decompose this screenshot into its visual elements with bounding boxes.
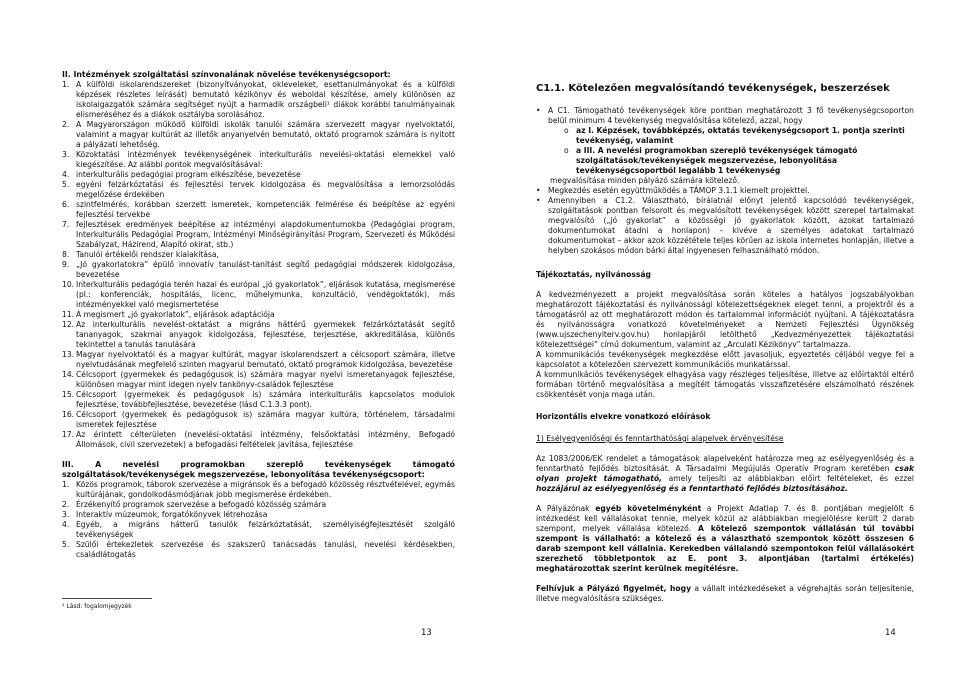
list-item-text: Interaktív múzeumok, forgatókönyvek létrehozása — [76, 510, 268, 519]
info-paragraph-2: A kommunikációs tevékenységek megkezdése előtt javasoljuk, egyeztetés céljából vegye fel a kapcsolatot a kötelezően szervezett kommunikációs munkatárssal. — [536, 350, 914, 369]
list-item-text: Közös programok, táborok szervezése a migránsok és a befogadó közösség résztvételével, egymás kultúrájának, gondolkodásmódjának jobb megismerése érdekében. — [76, 480, 455, 499]
list-item-number: 8. — [62, 250, 70, 259]
bullet-item — [536, 196, 914, 256]
list-item-text: A Magyarországon működő külföldi iskolák tanulói számára szervezett magyar nyelvoktatói, valamint a magyar kultúrát az illetők anyanyelvén bemutató, oktató programok számára is nyitott a pályázati lehetőség. — [76, 120, 455, 149]
list-item-text: „Jó gyakorlatokra” épülő innovatív tanulást-tanítást segítő pedagógiai módszerek kidolgozása, bevezetése — [76, 260, 455, 279]
list-item-number: 17. — [62, 430, 75, 439]
list-item — [62, 410, 455, 430]
list-item-number: 11. — [62, 310, 75, 319]
list-item — [62, 260, 455, 280]
list-item-number: 12. — [62, 320, 75, 329]
list-item-number: 1. — [62, 480, 70, 489]
list-item-number: 2. — [62, 500, 70, 509]
info-title: Tájékoztatás, nyilvánosság — [536, 270, 651, 279]
list-item-text: Célcsoport (gyermekek és pedagógusok is) számára magyar nyelvi ismeretanyagok fejlesztése, különösen magyar mint idegen nyelv tankönyv-családok fejlesztése — [76, 370, 455, 389]
section-ii-list — [62, 80, 455, 450]
right-page — [480, 0, 960, 679]
footnote: ¹ Lásd: fogalomjegyzék — [62, 603, 132, 610]
bullet-item — [536, 186, 914, 196]
page-number-left: 13 — [421, 628, 432, 638]
sub-bullet-dot-icon: o — [564, 126, 569, 135]
list-item — [62, 320, 455, 350]
list-item — [62, 250, 455, 260]
footnote-divider — [62, 598, 152, 599]
list-item-number: 3. — [62, 150, 70, 159]
list-item-number: 15. — [62, 390, 75, 399]
bullet-text: Megkezdés esetén együttműködés a TÁMOP 3.1.1 kiemelt projekttel. — [548, 186, 810, 195]
list-item-number: 7. — [62, 220, 70, 229]
list-item-text: szintfelmérés, korábban szerzett ismeretek, kompetenciák felmérése és beépítése az egyéni fejlesztési tervekbe — [76, 200, 455, 219]
list-item — [62, 350, 455, 370]
list-item-number: 16. — [62, 410, 75, 419]
sub-bullet-text: az I. Képzések, továbbképzés, oktatás tevékenységcsoport 1. pontja szerinti tevékenység, valamint — [576, 126, 905, 145]
list-item-text: Érzékenyítő programok szervezése a befogadó közösség számára — [76, 500, 327, 509]
bullet-text: Amennyiben a C1.2. Választható, bírálatnál előnyt jelentő kapcsolódó tevékenységek, szolgáltatások pontban felsorolt és megvalósított tevékenységek között szerepel tartalmakat megvalósító („jó gyakorlat” a közösségi jó gyakorlatok között, azokat tartalmazó dokumentumokat átadni a honlapon) – kivéve a személyes adatokat tartalmazó dokumentumokat – akkor azok közzététele teljes körűen az iskola internetes honlapján, illetve a helyben szokásos módon bárki által ingyenesen felhasználható módon. — [548, 196, 914, 255]
list-item-text: Egyéb, a migráns hátterű tanulók felzárkóztatását, személyiségfejlesztését szolgáló tevékenységek — [76, 520, 455, 539]
page-number-right: 14 — [885, 628, 896, 638]
bullet-dot-icon: • — [536, 186, 541, 195]
horizontal-paragraph-1: Az 1083/2006/EK rendelet a támogatások alapelveként határozza meg az esélyegyenlőség és a fenntartható fejlődés biztosítását. A Társadalmi Megújulás Operatív Program keretében csak olyan projekt támogatható, amely teljesíti az alábbiakban előírt feltételeket, és ezzel hozzájárul az esélyegyenlőség és a fenntartható fejlődés biztosításához. — [536, 454, 914, 493]
section-ii-title: II. Intézmények szolgáltatási színvonalának növelése tevékenységcsoport: — [62, 70, 391, 79]
horizontal-title: Horizontális elvekre vonatkozó előírások — [536, 412, 711, 421]
list-item — [62, 170, 455, 180]
list-item-number: 1. — [62, 80, 70, 89]
list-item-number: 3. — [62, 510, 70, 519]
list-item-number: 13. — [62, 350, 75, 359]
list-item-number: 4. — [62, 170, 70, 179]
list-item-text: Interkulturális pedagógia terén hazai és európai „jó gyakorlatok”, eljárások kutatása, megismerése (pl.: konferenciák, hospitálás, licenc, műhelymunka, konzultáció, vendégoktatók), más intézményekkel való megismertetése — [76, 280, 455, 309]
list-item — [62, 280, 455, 310]
list-item-text: Szülői értekezletek szervezése és szakszerű tanácsadás tanulási, nevelési kérdésekben, családlátogatás — [76, 540, 455, 559]
sub-bullet-item — [536, 146, 914, 176]
heading-c11: C1.1. Kötelezően megvalósítandó tevékenységek, beszerzések — [536, 83, 890, 94]
list-item-number: 2. — [62, 120, 70, 129]
list-item-number: 14. — [62, 370, 75, 379]
list-item-text: interkulturális pedagógiai program elkészítése, bevezetése — [76, 170, 301, 179]
horizontal-subtitle: 1) Esélyegyenlőségi és fenntarthatósági alapelvek érvényesítése — [536, 434, 784, 443]
bullet-text: A C1. Támogatható tevékenységek köre pontban meghatározott 3 fő tevékenységcsoporton belül minimum 4 tevékenység megvalósítása kötelező, azzal, hogy — [548, 106, 914, 125]
horizontal-paragraph-3: Felhívjuk a Pályázó figyelmét, hogy a vállalt intézkedéseket a végrehajtás során teljesítenie, illetve megvalósításra szükséges. — [536, 584, 914, 603]
list-item-text: Célcsoport (gyermekek és pedagógusok is) számára interkulturális kapcsolatos modulok fejlesztése, továbbfejlesztése, bevezetése (lásd C.1.3.3 pont). — [76, 390, 455, 409]
list-item-number: 10. — [62, 280, 75, 289]
list-item — [62, 430, 455, 450]
bullet-dot-icon: • — [536, 106, 541, 115]
list-item — [62, 200, 455, 220]
list-item — [62, 310, 455, 320]
left-content — [62, 70, 455, 560]
bullet-tail: megvalósítása minden pályázó számára kötelező. — [550, 176, 740, 185]
list-item — [62, 150, 455, 170]
bullet-dot-icon: • — [536, 196, 541, 205]
list-item — [62, 390, 455, 410]
list-item-number: 6. — [62, 200, 70, 209]
info-paragraph-3: A kommunikációs tevékenységek elhagyása vagy részleges teljesítése, illetve az előírtaktól eltérő formában történő megvalósítása a megítélt támogatás visszafizetésére elszámolható részének csökkentését vonja maga után. — [536, 370, 914, 399]
list-item-number: 9. — [62, 260, 70, 269]
list-item-text: egyéni felzárkóztatási és fejlesztési tervek kidolgozása és megvalósítása a lemorzsolódás megelőzése érdekében — [76, 180, 455, 199]
list-item-text: A megismert „jó gyakorlatok”, eljárások adaptációja — [76, 310, 275, 319]
list-item — [62, 520, 455, 540]
list-item — [62, 220, 455, 250]
list-item — [62, 180, 455, 200]
list-item-number: 5. — [62, 540, 70, 549]
sub-bullet-text: a III. A nevelési programokban szereplő tevékenységek támogató szolgáltatások/tevékenységek megszervezése, lebonyolítása tevékenységcsoportból legalább 1 tevékenység — [576, 146, 858, 175]
list-item — [62, 370, 455, 390]
list-item-text: Tanulói értékelői rendszer kialakítása, — [76, 250, 219, 259]
right-content — [536, 84, 914, 604]
list-item — [62, 500, 455, 510]
info-paragraph: A kedvezményezett a projekt megvalósítása során köteles a hatályos jogszabályokban meghatározott tájékoztatási és nyilvánossági kötelezettségeknek eleget tenni, a projektről és a támogatásról az ott meghatározott módon és tartalommal információt nyújtani. A tájékoztatásra és nyilvánosságra vonatkozó követelményeket a Nemzeti Fejlesztési Ügynökség (www.ujszechenyiterv.gov.hu) honlapjáról letölthető „Kedvezményezettek tájékoztatási kötelezettségei” című dokumentum, valamint az „Arculati Kézikönyv” tartalmazza. — [536, 290, 914, 349]
list-item — [62, 120, 455, 150]
list-item-text: A külföldi iskolarendszereket (bizonyítványokat, okleveleket, esettanulmányokat és a külföldi képzések részletes leírását) bemutató kézikönyv és weboldal készítése, amely különösen az iskolaigazgatók számára segítséget nyújt a harmadik országbeli¹ diákok korábbi tanulmányainak elismeréséhez és a diákok osztályba sorolásához. — [76, 80, 455, 119]
list-item-text: Magyar nyelvoktatói és a magyar kultúrát, magyar iskolarendszert a célcsoport számára, illetve nyelvtudásának megfelelő szinten magyarul bemutató, oktató programok kidolgozása, bevezetése — [76, 350, 455, 369]
list-item-text: Közoktatási intézmények tevékenységének interkulturális nevelési-oktatási elemekkel való kiegészítése. Az alábbi pontok megvalósításával: — [76, 150, 455, 169]
bullet-item — [536, 106, 914, 126]
list-item-text: fejlesztések eredmények beépítése az intézményi alapdokumentumokba (Pedagógiai program, Interkulturális Pedagógiai Program, Intézményi Minőségirányítási Program, Szervezeti és Működési Szabályzat, Házirend, Alapító okirat, stb.) — [76, 220, 455, 249]
list-item-number: 4. — [62, 520, 70, 529]
list-item — [62, 80, 455, 120]
list-item — [62, 480, 455, 500]
section-iii-title: III. A nevelési programokban szereplő tevékenységek támogató szolgáltatások/tevékenységek megszervezése, lebonyolítása tevékenységcsoport: — [62, 460, 455, 479]
list-item — [62, 540, 455, 560]
sub-bullet-item — [536, 126, 914, 146]
list-item-number: 5. — [62, 180, 70, 189]
horizontal-paragraph-2: A Pályázónak egyéb követelményként a Projekt Adatlap 7. és 8. pontjában megjelölt 6 intézkedést kell vállalásokat tennie, melyek közül az alábbiakban megjelölésre került 2 darab szempont, melyek vállalása kötelező. A kötelező szempontok vállalásán túl további szempont is vállalható: a kötelező és a választható szempontok között összesen 6 darab szempont kell vállalnia. Kerekedben vállalandó szempontokon felül vállalásokért szerezhető többletpontok az E. pont 3. alpontjában (tartalmi értékelés) meghatározottak szerint kerülnek megítélésre. — [536, 504, 915, 573]
sub-bullet-dot-icon: o — [564, 146, 569, 155]
section-iii-list — [62, 480, 455, 560]
list-item-text: Az érintett célterületen (nevelési-oktatási intézmény, felsőoktatási intézmény, Befogadó Állomások, civil szervezetek) a befogadási feltételek javítása, fejlesztése — [76, 430, 455, 449]
list-item-text: Az interkulturális nevelést-oktatást a migráns háttérű gyermekek felzárkóztatását segítő tananyagok, szakmai anyagok kidolgozása, fejlesztése, terjesztése, akkreditálása, különös tekintettel a tanulás tanulására — [76, 320, 455, 349]
list-item-text: Célcsoport (gyermekek és pedagógusok is) számára magyar kultúra, történelem, társadalmi ismeretek fejlesztése — [76, 410, 455, 429]
list-item — [62, 510, 455, 520]
